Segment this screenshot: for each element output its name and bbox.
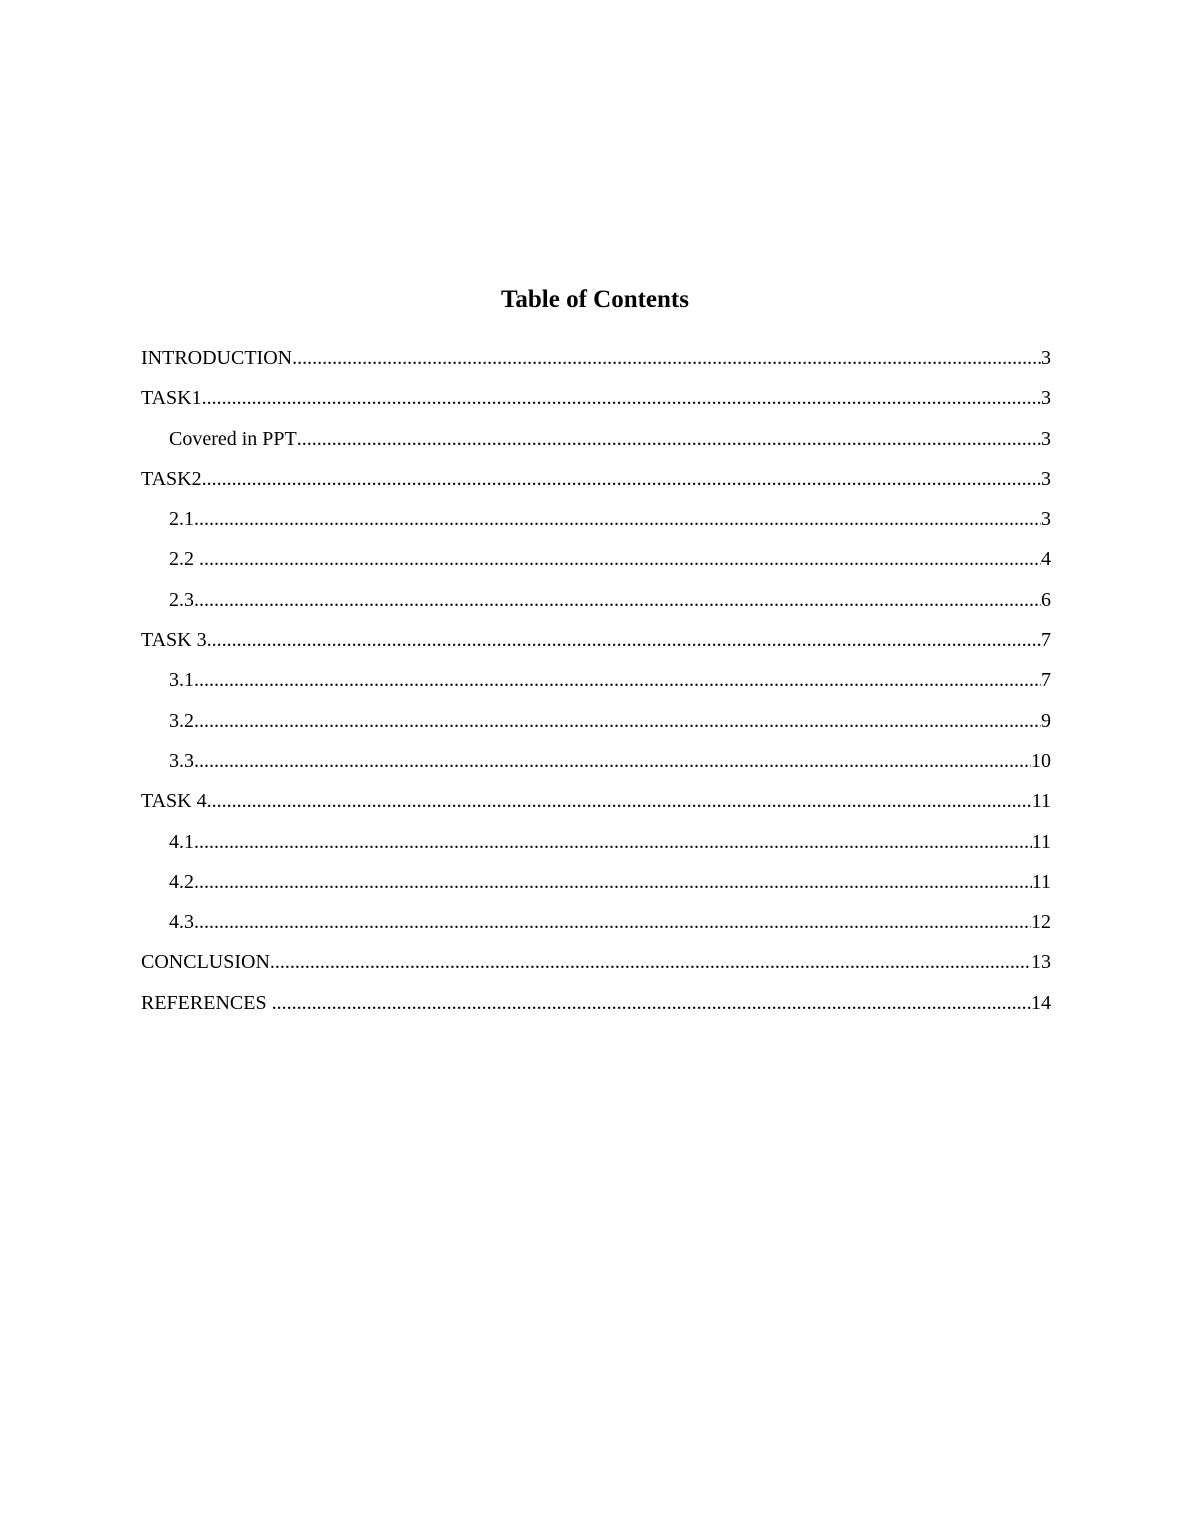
toc-dot-leader bbox=[199, 539, 1041, 579]
toc-dot-leader bbox=[207, 620, 1041, 660]
toc-entry-label: INTRODUCTION bbox=[141, 347, 293, 369]
toc-page-number: 3 bbox=[1041, 467, 1051, 490]
toc-page-number: 4 bbox=[1041, 548, 1051, 571]
toc-entry-label: 4.3 bbox=[169, 911, 194, 934]
toc-entry-4-3[interactable] bbox=[141, 902, 1051, 942]
toc-page-number: 3 bbox=[1041, 347, 1051, 369]
toc-entry-task1[interactable] bbox=[141, 378, 1051, 418]
toc-entry-4-1[interactable] bbox=[141, 822, 1051, 862]
toc-page-number: 3 bbox=[1041, 387, 1051, 410]
toc-entry-label: TASK2 bbox=[141, 467, 202, 490]
toc-entry-task-3[interactable] bbox=[141, 620, 1051, 660]
toc-dot-leader bbox=[202, 378, 1041, 418]
toc-entry-label: TASK 4 bbox=[141, 790, 207, 813]
toc-entry-label: 4.2 bbox=[169, 870, 194, 893]
toc-entry-2-1[interactable] bbox=[141, 499, 1051, 539]
toc-page-number: 11 bbox=[1031, 830, 1051, 853]
toc-dot-leader bbox=[194, 902, 1031, 942]
toc-entry-label: 2.3 bbox=[169, 588, 194, 611]
toc-dot-leader bbox=[292, 338, 1041, 378]
toc-entry-4-2[interactable] bbox=[141, 862, 1051, 902]
table-of-contents bbox=[141, 338, 1051, 1023]
toc-dot-leader bbox=[270, 942, 1031, 982]
toc-entry-label: 2.2 bbox=[169, 548, 199, 571]
toc-dot-leader bbox=[207, 781, 1032, 821]
toc-entry-conclusion[interactable] bbox=[141, 942, 1051, 982]
toc-page-number: 7 bbox=[1041, 629, 1051, 652]
toc-entry-3-1[interactable] bbox=[141, 660, 1051, 700]
toc-dot-leader bbox=[297, 419, 1041, 459]
toc-entry-label: REFERENCES bbox=[141, 991, 272, 1014]
toc-entry-2-3[interactable] bbox=[141, 580, 1051, 620]
toc-page-number: 12 bbox=[1031, 911, 1051, 934]
toc-dot-leader bbox=[194, 499, 1041, 539]
toc-page-number: 6 bbox=[1041, 588, 1051, 611]
toc-page-number: 13 bbox=[1031, 951, 1051, 974]
toc-page-number: 9 bbox=[1041, 709, 1051, 732]
toc-dot-leader bbox=[194, 741, 1031, 781]
toc-dot-leader bbox=[194, 822, 1032, 862]
toc-entry-label: 2.1 bbox=[169, 508, 194, 531]
toc-entry-references[interactable] bbox=[141, 983, 1051, 1023]
toc-entry-label: 3.3 bbox=[169, 749, 194, 772]
toc-title: Table of Contents bbox=[501, 286, 689, 313]
toc-entry-3-3[interactable] bbox=[141, 741, 1051, 781]
toc-page-number: 7 bbox=[1041, 669, 1051, 692]
toc-page-number: 3 bbox=[1041, 508, 1051, 531]
toc-entry-label: TASK1 bbox=[141, 387, 202, 410]
toc-entry-label: Covered in PPT bbox=[169, 427, 297, 450]
toc-entry-label: 3.1 bbox=[169, 669, 194, 692]
toc-entry-label: CONCLUSION bbox=[141, 951, 270, 974]
toc-entry-task2[interactable] bbox=[141, 459, 1051, 499]
toc-entry-covered-in-ppt[interactable] bbox=[141, 419, 1051, 459]
toc-dot-leader bbox=[272, 983, 1031, 1023]
toc-page-number: 14 bbox=[1031, 991, 1051, 1014]
toc-entry-introduction[interactable] bbox=[141, 338, 1051, 378]
toc-page-number: 11 bbox=[1031, 870, 1051, 893]
toc-entry-3-2[interactable] bbox=[141, 701, 1051, 741]
toc-page-number: 10 bbox=[1031, 749, 1051, 772]
toc-dot-leader bbox=[202, 459, 1041, 499]
toc-entry-task-4[interactable] bbox=[141, 781, 1051, 821]
toc-entry-2-2[interactable] bbox=[141, 539, 1051, 579]
toc-dot-leader bbox=[194, 580, 1041, 620]
toc-page-number: 3 bbox=[1041, 427, 1051, 450]
toc-entry-label: 4.1 bbox=[169, 830, 194, 853]
toc-entry-label: TASK 3 bbox=[141, 629, 207, 652]
toc-entry-label: 3.2 bbox=[169, 709, 194, 732]
toc-dot-leader bbox=[194, 862, 1032, 902]
toc-dot-leader bbox=[194, 701, 1041, 741]
toc-dot-leader bbox=[194, 660, 1041, 700]
toc-page-number: 11 bbox=[1031, 790, 1051, 813]
